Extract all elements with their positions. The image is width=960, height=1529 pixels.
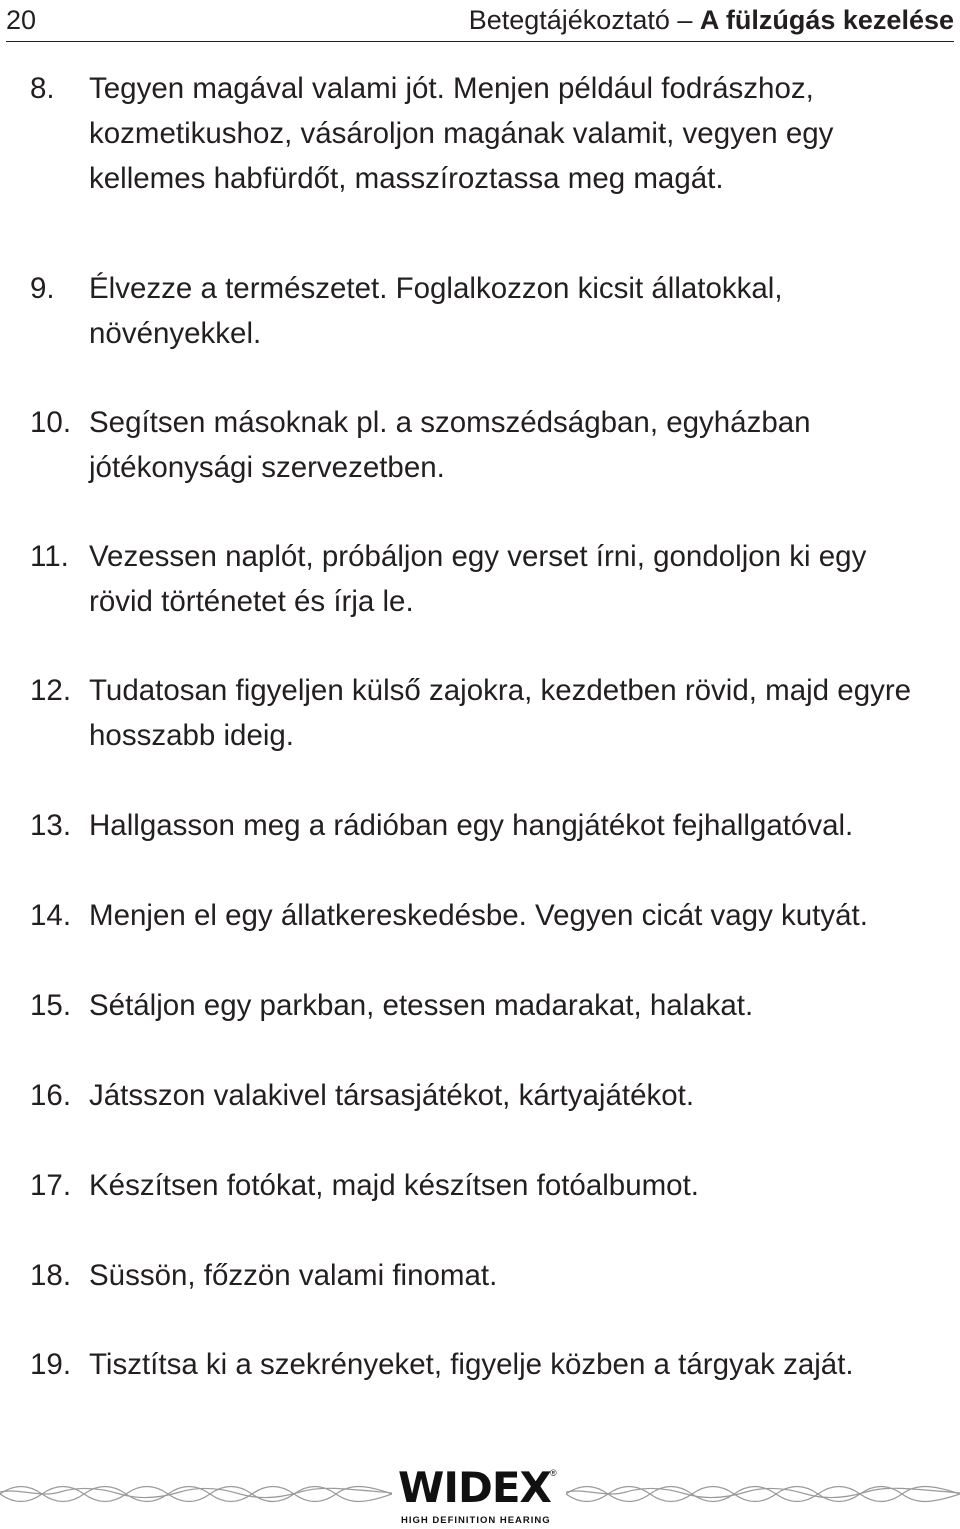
widex-logo	[398, 1463, 557, 1528]
list-item-number: 11.	[30, 540, 69, 573]
wave-pattern-icon	[566, 1482, 960, 1506]
list-item-text: Tisztítsa ki a szekrényeket, figyelje közben a tárgyak zaját.	[89, 1348, 854, 1381]
list-item-text: Élvezze a természetet. Foglalkozzon kicsit állatokkal, növényekkel.	[89, 272, 783, 350]
page-header	[6, 0, 954, 42]
logo-registered-mark: ®	[550, 1468, 557, 1478]
list-item	[30, 266, 950, 356]
list-item-number: 14.	[30, 899, 72, 932]
list-item	[30, 668, 950, 758]
list-item-number: 13.	[30, 809, 72, 842]
logo-tagline: HIGH DEFINITION HEARING	[401, 1515, 551, 1526]
list-item-number: 18.	[30, 1259, 72, 1292]
list-item-text: Segítsen másoknak pl. a szomszédságban, egyházban jótékonysági szervezetben.	[89, 406, 811, 484]
wave-pattern-icon	[0, 1482, 392, 1506]
page-number: 20	[6, 5, 37, 35]
list-item	[30, 1073, 950, 1118]
list-item	[30, 1163, 950, 1208]
list-item	[30, 400, 950, 490]
list-item-number: 19.	[30, 1348, 72, 1381]
list-item-number: 15.	[30, 989, 72, 1022]
page-footer	[0, 1462, 960, 1529]
list-item	[30, 1253, 950, 1298]
list-item-text: Süssön, főzzön valami finomat.	[89, 1259, 498, 1292]
list-item	[30, 983, 950, 1028]
list-item-number: 16.	[30, 1079, 72, 1112]
list-item-text: Készítsen fotókat, majd készítsen fotóalbumot.	[89, 1169, 699, 1202]
logo-wordmark: WIDEX	[398, 1463, 551, 1512]
list-item	[30, 803, 950, 848]
list-item-number: 12.	[30, 674, 72, 707]
list-item-number: 10.	[30, 406, 72, 439]
running-title-bold: A fülzúgás kezelése	[699, 5, 954, 35]
list-item	[30, 1342, 950, 1387]
running-title	[469, 2, 954, 38]
list-item-number: 8.	[30, 72, 55, 105]
list-item-text: Hallgasson meg a rádióban egy hangjátékot fejhallgatóval.	[89, 809, 854, 842]
running-title-prefix: Betegtájékoztató –	[468, 5, 700, 35]
list-item-text: Menjen el egy állatkereskedésbe. Vegyen cicát vagy kutyát.	[89, 899, 868, 932]
list-item-text: Tegyen magával valami jót. Menjen például fodrászhoz, kozmetikushoz, vásároljon magának valamit, vegyen egy kellemes habfürdőt, masszíroztassa meg magát.	[89, 72, 834, 195]
list-item	[30, 893, 950, 938]
list-item-text: Játsszon valakivel társasjátékot, kártyajátékot.	[89, 1079, 695, 1112]
list-item	[30, 534, 950, 624]
list-item-number: 9.	[30, 272, 55, 305]
list-item	[30, 66, 950, 201]
list-item-text: Sétáljon egy parkban, etessen madarakat, halakat.	[89, 989, 754, 1022]
list-item-number: 17.	[30, 1169, 72, 1202]
list-item-text: Tudatosan figyeljen külső zajokra, kezdetben rövid, majd egyre hosszabb ideig.	[89, 674, 912, 752]
list-item-text: Vezessen naplót, próbáljon egy verset írni, gondoljon ki egy rövid történetet és írja le.	[89, 540, 867, 618]
